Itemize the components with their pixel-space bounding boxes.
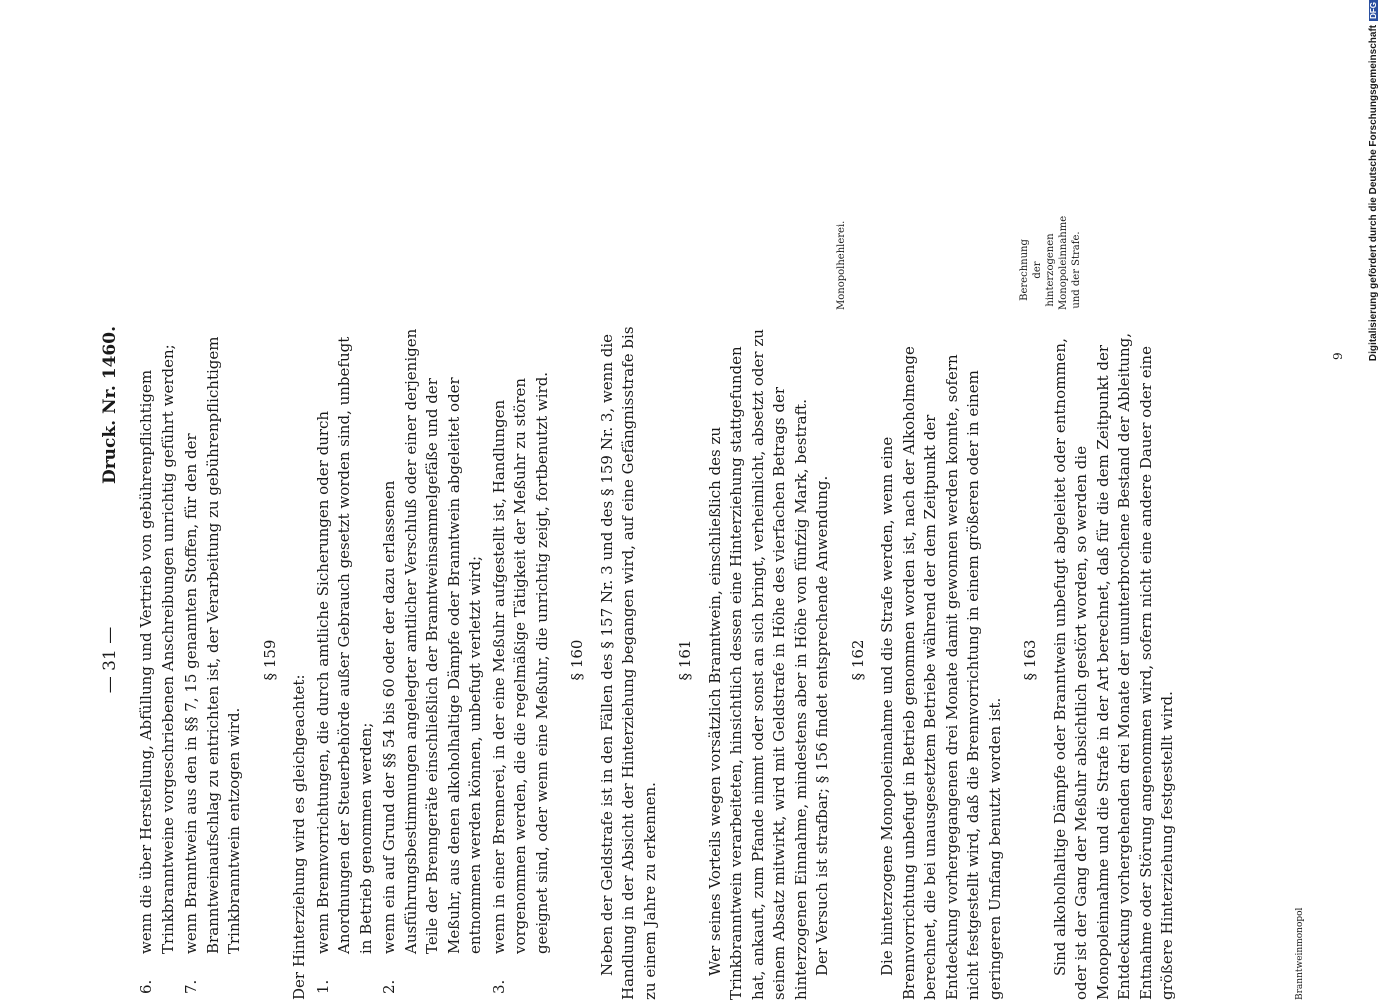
digitization-credit	[1368, 0, 1382, 1000]
item-number: 2.	[380, 979, 398, 994]
section-heading-161: § 161	[676, 639, 694, 681]
item-number: 6.	[137, 979, 155, 994]
list-item	[136, 320, 179, 1000]
druck-number: Druck. Nr. 1460.	[100, 326, 120, 485]
section-161-text: Wer seines Vorteils wegen vorsätzlich Branntwein, einschließlich des zu Trinkbranntwein verarbeiteten, hinsichtlich dessen eine Hinterziehung stattgefunden hat, ankauft, zum Pfande nimmt oder sonst an sich bringt, verheimlicht, absetzt oder zu seinem Absatz mitwirkt, wird mit Geldstrafe in Höhe des vierfachen Betrags der hinterzogenen Einnahme, mindestens aber in Höhe von fünfzig Mark, bestraft.	[705, 329, 810, 1000]
signature-mark: 9	[1331, 352, 1345, 360]
rotated-document-page	[100, 215, 1345, 1000]
margin-note-berechnung: Berechnung der hinterzogenen Monopoleinnahme und der Strafe.	[1019, 215, 1082, 310]
item-text: wenn ein auf Grund der §§ 54 bis 60 oder der dazu erlassenen Ausführungsbestimmungen angelegter amtlicher Verschluß oder einer derjenigen Teile der Brenngeräte einschließlich der Branntweinsammelgefäße und der Meßuhr, aus denen alkoholhaltige Dämpfe oder Branntwein abgeleitet oder entnommen werden können, unbefugt verletzt wird;	[380, 328, 484, 954]
section-159-intro: Der Hinterziehung wird es gleichgeachtet:	[290, 674, 308, 1000]
item-number: 3.	[489, 979, 508, 994]
margin-note-monopolhehlerei: Monopolhehlerei.	[836, 220, 847, 310]
list-item	[313, 320, 378, 1000]
list-item	[379, 320, 487, 1000]
section-heading-159: § 159	[260, 639, 279, 681]
page-header	[100, 320, 124, 1000]
section-160-text: Neben der Geldstrafe ist in den Fällen des § 157 Nr. 3 und des § 159 Nr. 3, wenn die Handlung in der Absicht der Hinterziehung begangen wird, auf eine Gefängnisstrafe bis zu einem Jahre zu erkennen.	[597, 326, 659, 1000]
section-161-text-2: Der Versuch ist strafbar; § 156 findet entsprechende Anwendung.	[813, 475, 831, 976]
section-heading-163: § 163	[1021, 639, 1039, 681]
credit-text: Digitalisierung gefördert durch die Deutsche Forschungsgemeinschaft	[1368, 24, 1379, 362]
section-heading-162: § 162	[848, 639, 867, 681]
list-item	[181, 320, 246, 1000]
item-text: wenn Branntwein aus den in §§ 7, 15 genannten Stoffen, für den der Branntweinaufschlag zu entrichten ist, der Verarbeitung zu gebührenpflichtigem Trinkbranntwein entzogen wird.	[182, 336, 243, 954]
section-162-text: Die hinterzogene Monopoleinnahme und die Strafe werden, wenn eine Brennvorrichtung unbefugt in Betrieb genommen worden ist, nach der Alkoholmenge berechnet, die bei unausgesetztem Betriebe während der dem Zeitpunkt der Entdeckung vorhergegangenen drei Monate damit gewonnen werden konnte, sofern nicht festgestellt wird, daß die Brennvorrichtung in einem größeren oder in einem geringeren Umfang benutzt worden ist.	[878, 346, 1004, 1000]
page-number: — 31 —	[100, 626, 120, 694]
section-163-text: Sind alkoholhaltige Dämpfe oder Branntwein unbefugt abgeleitet oder entnommen, oder ist der Gang der Meßuhr absichtlich gestört worden, so werden die Monopoleinnahme und die Strafe in der Art berechnet, daß für die dem Zeitpunkt der Entdeckung vorhergehenden drei Monate der ununterbrochene Bestand der Ableitung, Entnahme oder Störung angenommen wird, sofern nicht eine andere Dauer oder eine größere Hinterziehung festgestellt wird.	[1050, 333, 1176, 1000]
document-body	[136, 320, 1179, 1000]
item-number: 1.	[313, 979, 332, 994]
footer-branntweinmonopol: Branntweinmonopol	[1295, 907, 1305, 1000]
list-item	[489, 320, 554, 1000]
item-text: wenn Brennvorrichtungen, die durch amtliche Sicherungen oder durch Anordnungen der Steuerbehörde außer Gebrauch gesetzt worden sind, unbefugt in Betrieb genommen werden;	[313, 336, 375, 954]
item-number: 7.	[182, 979, 200, 994]
section-heading-160: § 160	[568, 639, 586, 681]
item-text: wenn die über Herstellung, Abfüllung und Vertrieb von gebührenpflichtigem Trinkbranntweine vorgeschriebenen Anschreibungen unrichtig geführt werden;	[137, 344, 177, 954]
item-text: wenn in einer Brennerei, in der eine Meßuhr aufgestellt ist, Handlungen vorgenommen werden, die die regelmäßige Tätigkeit der Meßuhr zu stören geeignet sind, oder wenn eine Meßuhr, die unrichtig zeigt, fortbenutzt wird.	[489, 371, 551, 954]
dfg-logo: DFG	[1369, 2, 1378, 19]
